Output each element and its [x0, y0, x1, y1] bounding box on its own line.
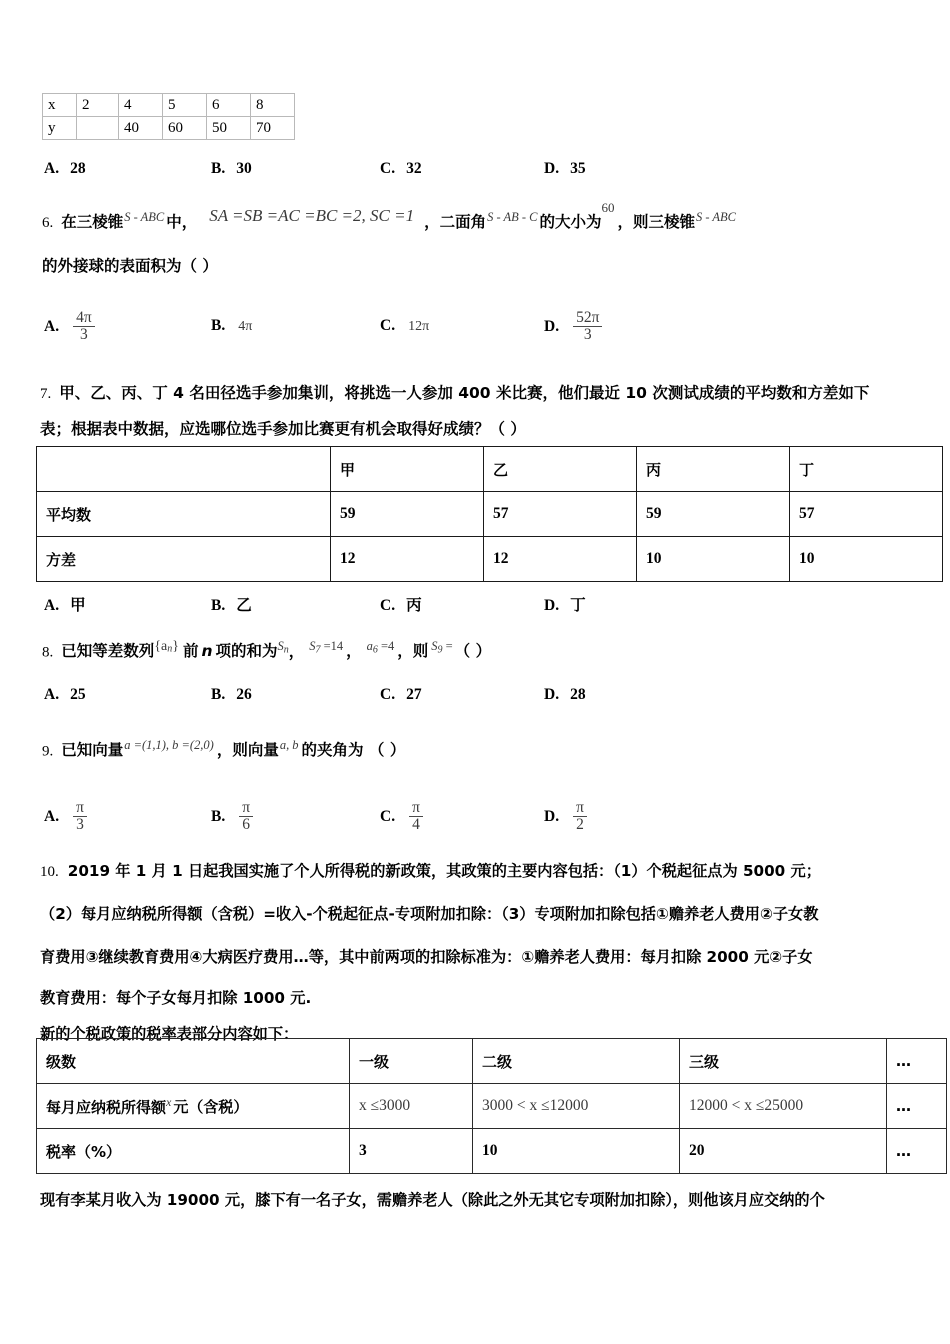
option-c-fraction: [409, 800, 423, 834]
q7-option-c[interactable]: [380, 593, 422, 615]
fraction-numerator: π: [76, 799, 84, 816]
question-7-line-2: [40, 417, 526, 439]
option-b-label: B.: [211, 807, 226, 825]
cell-y-4: 70: [251, 117, 295, 140]
question-7-line-1: [40, 381, 869, 403]
table-row: [37, 1129, 947, 1174]
q8-S7: S: [309, 639, 316, 653]
q8-S7-val: =14: [320, 639, 344, 653]
question-10-closing: [40, 1192, 825, 1210]
fraction-denominator: 4: [409, 816, 423, 833]
q8-S7-sub: 7: [315, 644, 321, 656]
q7-option-d[interactable]: [544, 593, 586, 615]
q9-number: 9.: [42, 743, 54, 760]
option-c-label: C.: [380, 160, 396, 177]
q6-math-2: SA =SB =AC =BC =2, SC =1: [209, 205, 415, 225]
q9-option-b[interactable]: [211, 800, 254, 834]
tax-rate-table: [36, 1038, 947, 1174]
question-9-line: [42, 738, 405, 760]
q5-option-c[interactable]: [380, 160, 422, 178]
q6-text-4: 的大小为: [539, 213, 602, 231]
option-a-label: A.: [44, 807, 60, 825]
q8-text-4: ，: [288, 642, 305, 661]
q10-text-line4: 教育费用：每个子女每月扣除 1000 元.: [40, 989, 312, 1007]
q8-seq-open: {a: [154, 639, 168, 654]
q6-text-3: ，二面角: [424, 213, 487, 231]
q8-option-a[interactable]: [44, 686, 86, 704]
q8-seq-close: }: [172, 639, 179, 654]
option-d-value: 丁: [570, 596, 586, 614]
tax-level-1: 一级: [350, 1039, 473, 1084]
q9-option-a[interactable]: [44, 800, 88, 834]
option-d-value: 35: [570, 160, 586, 177]
variance-bing: 10: [637, 537, 790, 582]
data-table-xy: [42, 93, 295, 140]
q8-text-1: 已知等差数列: [61, 642, 155, 661]
tax-level-2: 二级: [473, 1039, 680, 1084]
table-row: [43, 94, 295, 117]
cell-y-1: 40: [119, 117, 163, 140]
q8-a6-val: =4: [377, 639, 395, 653]
tax-range-2: 3000 < x ≤12000: [473, 1084, 680, 1129]
table-row: [37, 1039, 947, 1084]
q9-text-2: ，则向量: [216, 741, 279, 760]
q6-option-d[interactable]: [544, 310, 603, 344]
tax-range-more: …: [887, 1084, 947, 1129]
option-b-value: 乙: [236, 596, 252, 614]
option-c-value: 32: [406, 160, 422, 177]
option-a-label: A.: [44, 686, 60, 703]
cell-y-3: 50: [207, 117, 251, 140]
option-b-label: B.: [211, 160, 226, 177]
q8-S9-val: =: [442, 639, 453, 653]
cell-y-0: [77, 117, 119, 140]
mean-ding: 57: [790, 492, 943, 537]
fraction-numerator: 4π: [76, 309, 92, 326]
header-cell-jia: 甲: [331, 447, 484, 492]
fraction-denominator: 6: [239, 816, 253, 833]
xy-table: [42, 93, 295, 140]
q10-number: 10.: [40, 864, 59, 880]
cell-y-2: 60: [163, 117, 207, 140]
q9-option-d[interactable]: [544, 800, 588, 834]
option-c-label: C.: [380, 686, 396, 703]
question-10-line-3: [40, 949, 813, 967]
question-10-line-4: [40, 990, 311, 1008]
tax-rate-3: 20: [680, 1129, 887, 1174]
option-a-label: A.: [44, 160, 60, 177]
option-a-fraction: [73, 310, 95, 344]
question-8-line: [42, 639, 491, 661]
tax-rate-1: 3: [350, 1129, 473, 1174]
option-d-label: D.: [544, 597, 560, 614]
tax-range-1: x ≤3000: [350, 1084, 473, 1129]
athletes-table: [36, 446, 943, 582]
cell-x-1: 4: [119, 94, 163, 117]
q6-text-line2: 的外接球的表面积为（ ）: [42, 257, 218, 275]
q8-number: 8.: [42, 644, 54, 661]
q6-text-5: ，则三棱锥: [617, 213, 695, 231]
variance-jia: 12: [331, 537, 484, 582]
tax-label-var: x: [166, 1094, 172, 1109]
q8-seq-sub: n: [167, 643, 173, 655]
q10-closing-text: 现有李某月收入为 19000 元，膝下有一名子女，需赡养老人（除此之外无其它专项附加扣除），则他该月应交纳的个: [40, 1191, 825, 1209]
option-b-label: B.: [211, 686, 226, 703]
q8-text-7: （ ）: [454, 642, 492, 661]
header-cell-yi: 乙: [484, 447, 637, 492]
fraction-denominator: 3: [573, 326, 602, 343]
q8-a6: a: [366, 639, 373, 653]
q8-text-6: ，则: [397, 642, 429, 661]
q7-number: 7.: [40, 386, 52, 402]
mean-bing: 59: [637, 492, 790, 537]
tax-table-wrapper: [36, 1038, 947, 1174]
q9-text-3: 的夹角为 （ ）: [301, 741, 406, 760]
question-10-line-2: [40, 906, 818, 924]
q8-text-5: ，: [346, 642, 362, 661]
q9-math-2: a, b: [279, 738, 299, 752]
question-10-line-1: [40, 863, 821, 881]
cell-y-label: y: [43, 117, 77, 140]
q8-Sn: S: [277, 639, 284, 653]
q8-S9: S: [431, 639, 438, 653]
q6-math-4: 60: [601, 200, 615, 215]
option-d-label: D.: [544, 160, 560, 177]
header-cell-bing: 丙: [637, 447, 790, 492]
q6-option-a[interactable]: [44, 310, 96, 344]
tax-label-pre: 每月应纳税所得额: [46, 1098, 167, 1117]
option-c-label: C.: [380, 807, 396, 825]
option-c-label: C.: [380, 597, 396, 614]
tax-level-more: …: [887, 1039, 947, 1084]
tax-row-label-rate: 税率（%）: [37, 1129, 350, 1174]
q7-text-line1: 甲、乙、丙、丁 4 名田径选手参加集训，将挑选一人参加 400 米比赛，他们最近 10 次测试成绩的平均数和方差如下: [59, 384, 870, 402]
q10-text-line2: （2）每月应纳税所得额（含税）=收入-个税起征点-专项附加扣除：（3）专项附加扣除包括①赡养老人费用②子女教: [40, 905, 819, 923]
tax-row-label-level: 级数: [37, 1039, 350, 1084]
header-cell-ding: 丁: [790, 447, 943, 492]
fraction-numerator: π: [242, 799, 251, 816]
option-a-value: 28: [70, 160, 86, 177]
option-b-value: 26: [236, 686, 252, 703]
option-c-label: C.: [380, 317, 396, 334]
option-d-value: 28: [570, 686, 586, 703]
q9-text-1: 已知向量: [61, 741, 124, 760]
cell-x-3: 6: [207, 94, 251, 117]
fraction-numerator: 52π: [576, 309, 600, 326]
option-a-label: A.: [44, 597, 60, 614]
header-cell-blank: [37, 447, 331, 492]
option-a-value: 25: [70, 686, 86, 703]
table-row: [43, 117, 295, 140]
q6-option-b[interactable]: [211, 317, 252, 335]
cell-x-2: 5: [163, 94, 207, 117]
table-row: [37, 447, 943, 492]
question-6-line-2: [42, 254, 218, 276]
option-d-fraction: [573, 800, 587, 834]
option-d-label: D.: [544, 317, 560, 335]
option-b-label: B.: [211, 597, 226, 614]
tax-rate-2: 10: [473, 1129, 680, 1174]
option-b-value: 4π: [238, 319, 253, 334]
option-a-label: A.: [44, 317, 60, 335]
option-c-value: 12π: [408, 319, 430, 334]
variance-yi: 12: [484, 537, 637, 582]
option-d-label: D.: [544, 686, 560, 703]
variance-ding: 10: [790, 537, 943, 582]
q5-option-b[interactable]: [211, 160, 252, 178]
table-row: [37, 492, 943, 537]
q8-var-n: n: [201, 642, 213, 661]
tax-range-3: 12000 < x ≤25000: [680, 1084, 887, 1129]
q6-math-5: S - ABC: [695, 209, 736, 224]
cell-x-label: x: [43, 94, 77, 117]
option-c-value: 27: [406, 686, 422, 703]
tax-row-label-income: [37, 1084, 350, 1129]
cell-x-4: 8: [251, 94, 295, 117]
table-row: [37, 537, 943, 582]
option-a-value: 甲: [70, 596, 86, 614]
q8-text-3: 项的和为: [215, 642, 278, 661]
q10-text-line1: 2019 年 1 月 1 日起我国实施了个人所得税的新政策，其政策的主要内容包括：（1）个税起征点为 5000 元；: [67, 862, 821, 880]
fraction-denominator: 2: [573, 816, 587, 833]
q5-option-a[interactable]: [44, 160, 86, 178]
q10-text-line5: 新的个税政策的税率表部分内容如下：: [40, 1025, 299, 1043]
q6-text-1: 在三棱锥: [61, 213, 124, 231]
q10-text-line3: 育费用③继续教育费用④大病医疗费用…等，其中前两项的扣除标准为：①赡养老人费用：每月扣除 2000 元②子女: [40, 948, 813, 966]
fraction-denominator: 3: [73, 326, 95, 343]
q6-math-3: S - AB - C: [487, 209, 538, 224]
option-d-label: D.: [544, 807, 560, 825]
mean-yi: 57: [484, 492, 637, 537]
q8-Sn-sub: n: [283, 644, 289, 656]
tax-level-3: 三级: [680, 1039, 887, 1084]
option-d-fraction: [573, 310, 602, 344]
question-6-line-1: [42, 200, 736, 232]
mean-jia: 59: [331, 492, 484, 537]
q9-math-1: a =(1,1), b =(2,0): [124, 738, 214, 752]
q7-option-b[interactable]: [211, 593, 252, 615]
option-c-value: 丙: [406, 596, 422, 614]
q8-text-2: 前: [182, 642, 199, 661]
option-b-value: 30: [236, 160, 252, 177]
table-row: [37, 1084, 947, 1129]
option-b-label: B.: [211, 317, 226, 334]
option-b-fraction: [239, 800, 253, 834]
tax-label-post: 元（含税）: [173, 1098, 249, 1117]
q6-text-2: 中，: [166, 213, 198, 231]
q8-option-d[interactable]: [544, 686, 586, 704]
q6-math-1: S - ABC: [124, 209, 165, 224]
q5-option-d[interactable]: [544, 160, 586, 178]
q8-option-c[interactable]: [380, 686, 422, 704]
q9-option-c[interactable]: [380, 800, 424, 834]
fraction-numerator: π: [412, 799, 420, 816]
q7-option-a[interactable]: [44, 593, 86, 615]
fraction-numerator: π: [576, 799, 584, 816]
row-label-variance: 方差: [37, 537, 331, 582]
q6-option-c[interactable]: [380, 317, 429, 335]
q8-option-b[interactable]: [211, 686, 252, 704]
fraction-denominator: 3: [73, 816, 87, 833]
option-a-fraction: [73, 800, 87, 834]
q7-text-line2: 表；根据表中数据，应选哪位选手参加比赛更有机会取得好成绩？（ ）: [40, 420, 526, 438]
tax-rate-more: …: [887, 1129, 947, 1174]
cell-x-0: 2: [77, 94, 119, 117]
athletes-table-wrapper: [36, 446, 943, 582]
q6-number: 6.: [42, 215, 54, 231]
q8-a6-sub: 6: [372, 644, 378, 656]
row-label-mean: 平均数: [37, 492, 331, 537]
q8-S9-sub: 9: [437, 644, 443, 656]
